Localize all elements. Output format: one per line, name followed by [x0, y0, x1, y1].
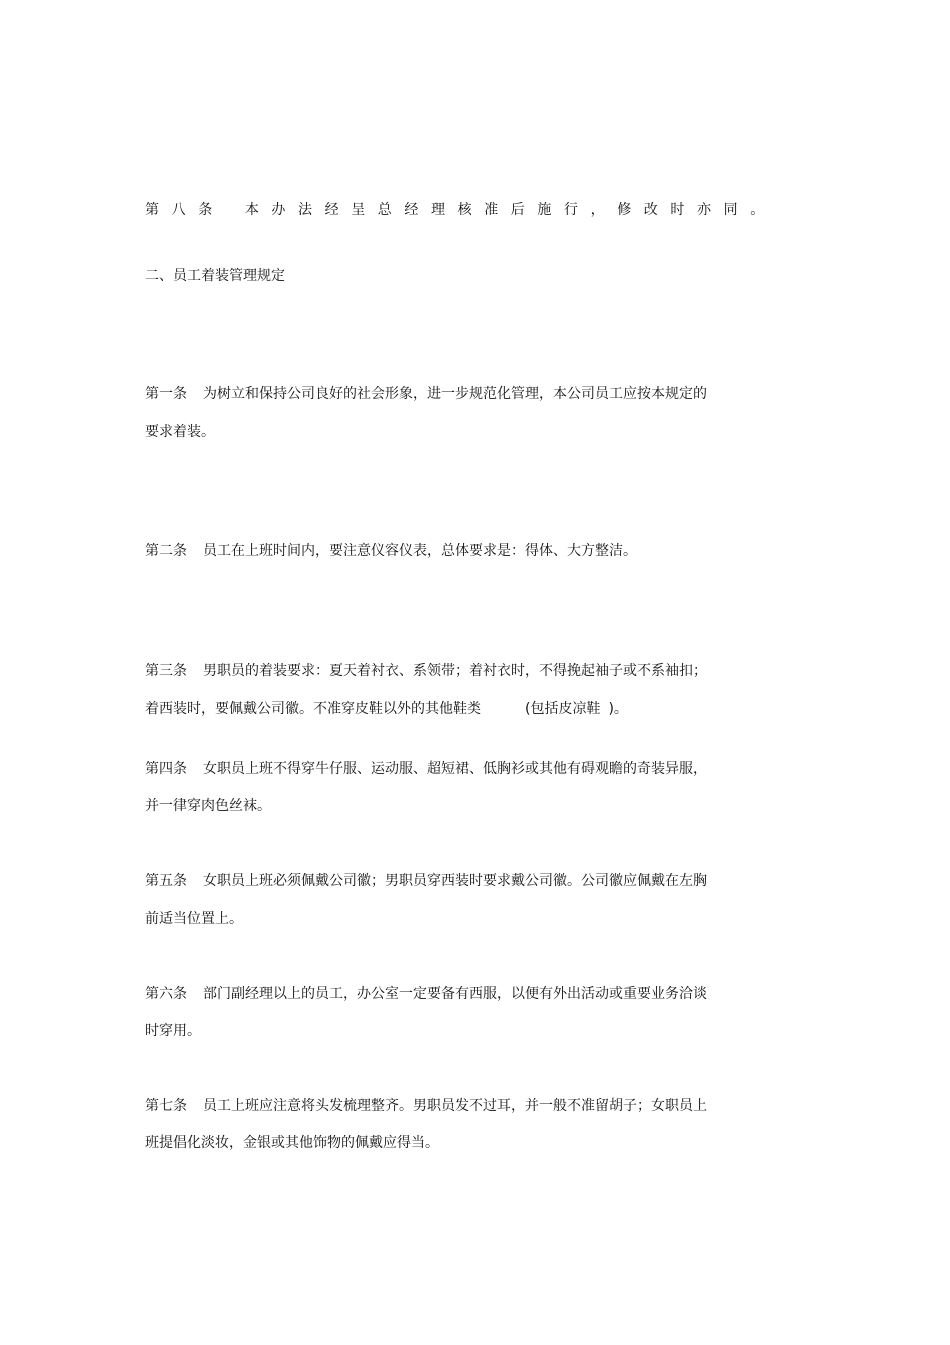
- article-5-label: 第五条: [145, 873, 187, 889]
- article-1-text: 为树立和保持公司良好的社会形象，进一步规范化管理，本公司员工应按本规定的: [203, 386, 707, 402]
- article-6-label: 第六条: [145, 986, 187, 1002]
- article-3-line-2-main: 着西装时，要佩戴公司徽。不准穿皮鞋以外的其他鞋类: [145, 701, 481, 717]
- article-2-text: 员工在上班时间内，要注意仪容仪表，总体要求是：得体、大方整洁。: [203, 543, 637, 559]
- article-3-line-2-close: )。: [608, 701, 628, 717]
- article-1-line-2: 要求着装。: [145, 424, 215, 440]
- article-3-line-2: [145, 699, 628, 719]
- article-4-text: 女职员上班不得穿牛仔服、运动服、超短裙、低胸衫或其他有碍观瞻的奇装异服，: [203, 761, 707, 777]
- section-title: 二、员工着装管理规定: [145, 268, 285, 284]
- article-6-line-2: 时穿用。: [145, 1023, 201, 1039]
- article-7-label: 第七条: [145, 1098, 187, 1114]
- article-1-label: 第一条: [145, 386, 187, 402]
- article-2-label: 第二条: [145, 543, 187, 559]
- article-7-text: 员工上班应注意将头发梳理整齐。男职员发不过耳，并一般不准留胡子；女职员上: [203, 1098, 707, 1114]
- article-3-line-1: [145, 661, 707, 681]
- article-7-line-2: 班提倡化淡妆，金银或其他饰物的佩戴应得当。: [145, 1135, 439, 1151]
- article-2-line-1: [145, 541, 637, 561]
- article-8-text: 本办法经呈总经理核准后施行，修改时亦同。: [244, 202, 777, 218]
- article-5-text: 女职员上班必须佩戴公司徽；男职员穿西装时要求戴公司徽。公司徽应佩戴在左胸: [203, 873, 707, 889]
- article-5-line-1: [145, 871, 707, 891]
- article-1-line-1: [145, 384, 707, 404]
- article-4-line-2: 并一律穿肉色丝袜。: [145, 798, 271, 814]
- article-3-line-2-paren: (包括皮凉鞋: [525, 701, 601, 717]
- article-6-line-1: [145, 984, 707, 1004]
- article-4-label: 第四条: [145, 761, 187, 777]
- article-7-line-1: [145, 1096, 707, 1116]
- article-8-line: [145, 200, 777, 220]
- article-6-text: 部门副经理以上的员工，办公室一定要备有西服，以便有外出活动或重要业务洽谈: [203, 986, 707, 1002]
- article-3-label: 第三条: [145, 663, 187, 679]
- article-8-label: 第八条: [145, 202, 225, 218]
- article-4-line-1: [145, 759, 707, 779]
- article-3-text: 男职员的着装要求：夏天着衬衣、系领带；着衬衣时，不得挽起袖子或不系袖扣；: [203, 663, 707, 679]
- article-5-line-2: 前适当位置上。: [145, 911, 243, 927]
